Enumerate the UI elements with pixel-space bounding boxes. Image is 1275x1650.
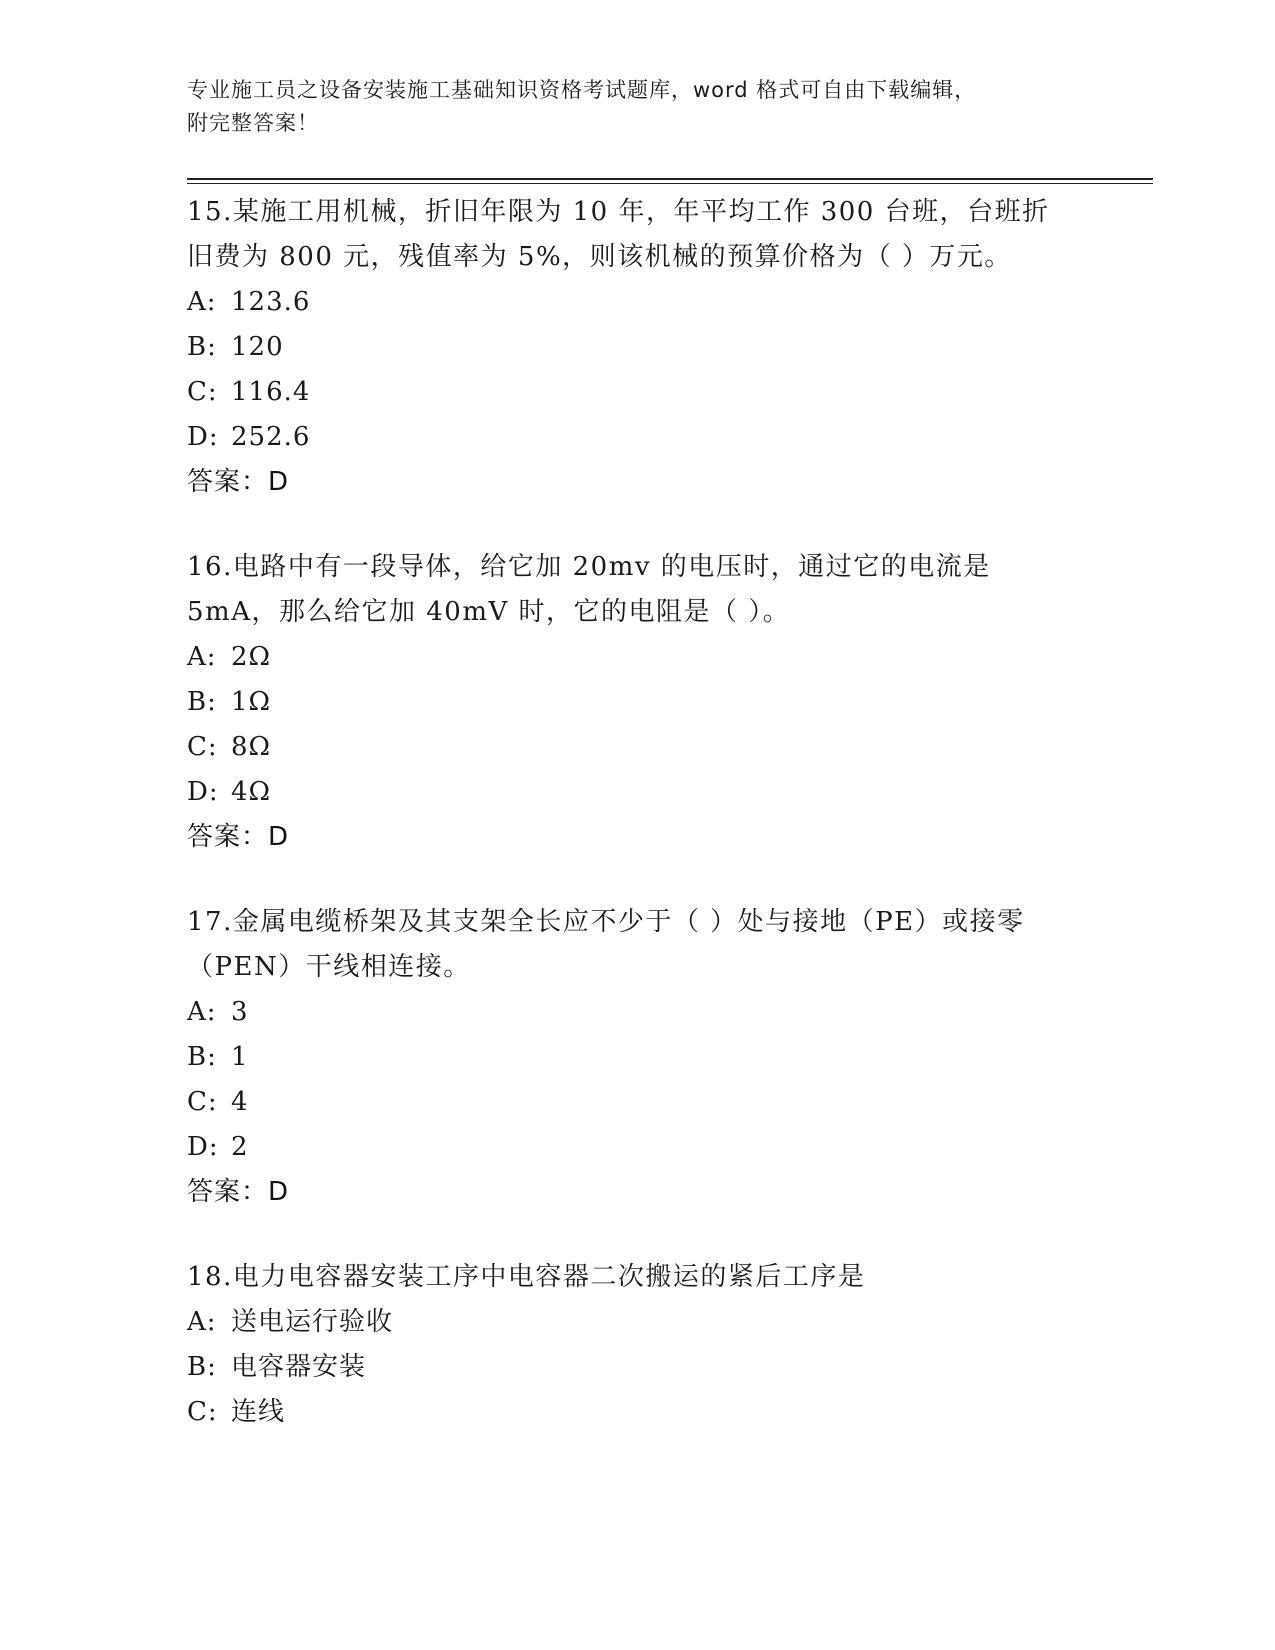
- question-stem: 17.金属电缆桥架及其支架全长应不少于（ ）处与接地（PE）或接零（PEN）干线相连接。: [187, 907, 1025, 982]
- option-letter: C:: [187, 1087, 218, 1117]
- option-letter: B:: [187, 1042, 217, 1072]
- option-text: 1Ω: [231, 687, 272, 717]
- question-stem: 15.某施工用机械，折旧年限为 10 年，年平均工作 300 台班，台班折旧费为 800 元，残值率为 5%，则该机械的预算价格为（ ）万元。: [187, 197, 1050, 272]
- option-letter: B:: [187, 1352, 217, 1382]
- option-letter: C:: [187, 1397, 218, 1427]
- header-divider-thin: [187, 183, 1153, 184]
- option-letter: D:: [187, 422, 219, 452]
- option-text: 4Ω: [231, 777, 272, 807]
- option-d: [187, 770, 1067, 815]
- option-text: 连线: [231, 1397, 286, 1427]
- option-letter: A:: [187, 1307, 217, 1337]
- question-18: [187, 1255, 1067, 1435]
- answer-label: 答案：D: [187, 822, 290, 852]
- header-line-2: 附完整答案！: [187, 111, 319, 135]
- option-text: 252.6: [231, 422, 311, 452]
- option-text: 送电运行验收: [231, 1307, 394, 1337]
- question-16: [187, 545, 1067, 860]
- question-list: [187, 190, 1067, 1475]
- question-stem: 16.电路中有一段导体，给它加 20mv 的电压时，通过它的电流是 5mA，那么给它加 40mV 时，它的电阻是（ ）。: [187, 552, 991, 627]
- option-a: [187, 990, 1067, 1035]
- option-b: [187, 680, 1067, 725]
- option-c: [187, 1390, 1067, 1435]
- option-text: 8Ω: [231, 732, 272, 762]
- option-letter: B:: [187, 687, 217, 717]
- question-17: [187, 900, 1067, 1215]
- option-d: [187, 1125, 1067, 1170]
- option-text: 4: [231, 1087, 249, 1117]
- question-stem: 18.电力电容器安装工序中电容器二次搬运的紧后工序是: [187, 1262, 866, 1292]
- option-text: 116.4: [231, 377, 311, 407]
- document-header: [187, 74, 1067, 140]
- option-a: [187, 635, 1067, 680]
- header-divider-thick: [187, 178, 1153, 180]
- option-text: 1: [231, 1042, 249, 1072]
- header-line-1: 专业施工员之设备安装施工基础知识资格考试题库，word 格式可自由下载编辑，: [187, 78, 977, 102]
- option-text: 2Ω: [231, 642, 272, 672]
- option-letter: D:: [187, 1132, 219, 1162]
- option-b: [187, 1035, 1067, 1080]
- option-letter: A:: [187, 642, 217, 672]
- option-c: [187, 725, 1067, 770]
- option-c: [187, 370, 1067, 415]
- option-letter: C:: [187, 377, 218, 407]
- option-letter: A:: [187, 287, 217, 317]
- option-b: [187, 325, 1067, 370]
- option-text: 电容器安装: [231, 1352, 367, 1382]
- option-text: 2: [231, 1132, 249, 1162]
- answer-label: 答案：D: [187, 467, 290, 497]
- option-a: [187, 1300, 1067, 1345]
- option-c: [187, 1080, 1067, 1125]
- option-text: 3: [231, 997, 249, 1027]
- option-text: 123.6: [231, 287, 311, 317]
- option-letter: B:: [187, 332, 217, 362]
- option-a: [187, 280, 1067, 325]
- option-b: [187, 1345, 1067, 1390]
- answer-label: 答案：D: [187, 1177, 290, 1207]
- option-letter: A:: [187, 997, 217, 1027]
- option-letter: C:: [187, 732, 218, 762]
- question-15: [187, 190, 1067, 505]
- option-letter: D:: [187, 777, 219, 807]
- option-text: 120: [231, 332, 284, 362]
- option-d: [187, 415, 1067, 460]
